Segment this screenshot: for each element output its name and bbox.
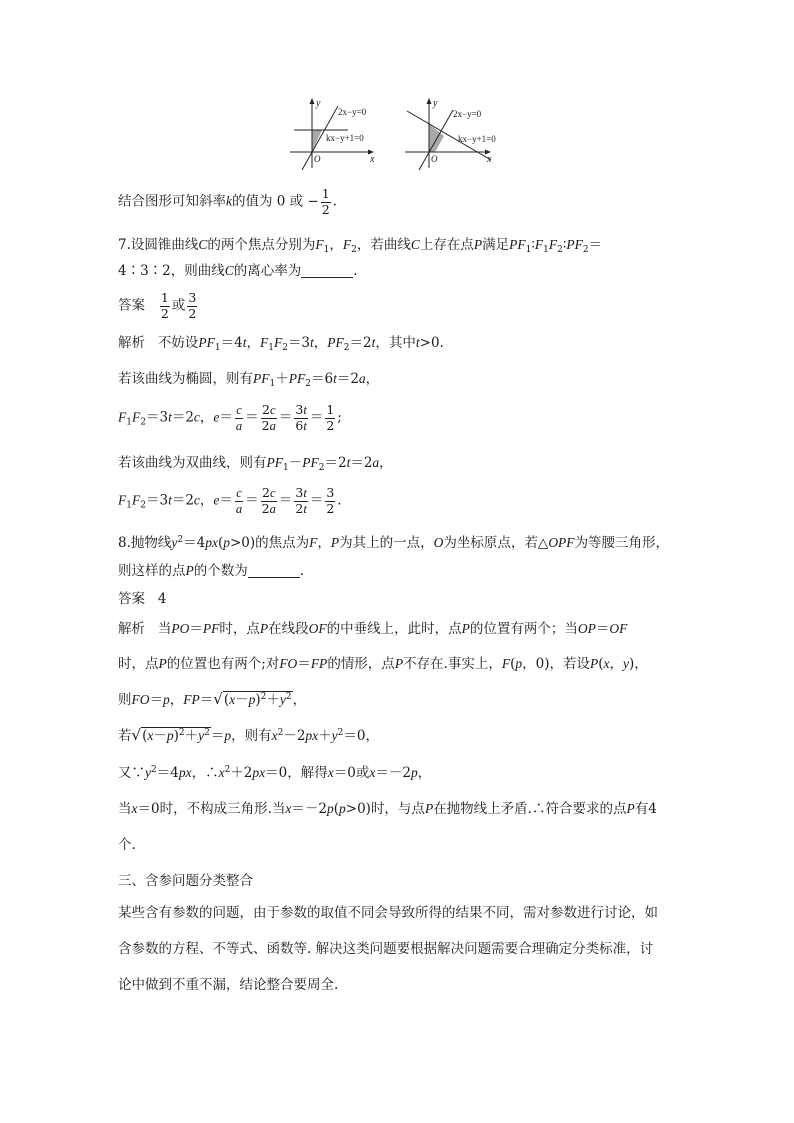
q8-analysis-4: 若$√(x-p)^2+y^2=p$，则有$x^2-2px+y^2=0$， <box>118 726 379 744</box>
label-line1-left: 2x−y=0 <box>338 107 367 117</box>
answer-blank-q8 <box>248 563 300 578</box>
q8-analysis-1: 解析 当PO＝PF时，点P在线段OF的中垂线上，此时，点P的位置有两个；当OP＝OF <box>118 621 628 637</box>
label-y-left: y <box>316 98 321 109</box>
q7-hyperbola-e: $F_1F_2=3t=2c$，e＝ $\frac{c}{a}$ ＝ $\frac{2c}{2a}$ ＝ $\frac{3t}{2t}$ ＝ $\frac{3}{2}$ . <box>118 485 342 516</box>
q8-stem-1: 8.抛物线$y^2=4px(p>0)$的焦点为F，P为其上的一点，O为坐标原点，若△OPF为等腰三角形， <box>118 535 670 551</box>
label-o-left: O <box>314 154 321 164</box>
label-line2-right: kx−y+1=0 <box>458 134 496 144</box>
conclusion-line: 结合图形可知斜率k的值为 0 或 − $\frac{1}{2}$ . <box>118 186 338 217</box>
q8-analysis-5: 又$\because y^2=4px$，$\therefore x^2+2px=0$，解得x＝0或x＝－2p， <box>118 765 432 781</box>
figure-left <box>288 94 388 174</box>
fraction: $\frac{1}{2}$ <box>321 186 330 217</box>
q8-analysis-6: 当x＝0时，不构成三角形.当x＝－2p(p>0)时，与点P在抛物线上矛盾.∴符合要求的点P有4 <box>118 801 657 817</box>
figure-right <box>403 94 513 174</box>
q8-answer: 答案 4 <box>118 591 167 607</box>
q8-stem-2: 则这样的点P的个数为 . <box>118 563 305 579</box>
q8-analysis-7: 个. <box>118 837 136 853</box>
q8-analysis-3: 则FO＝p，$FP=√(x-p)^2+y^2$， <box>118 690 307 708</box>
q8-analysis-2: 时，点P的位置也有两个;对FO＝FP的情形，点P不存在.事实上，F(p，0)，若设P(x，y)， <box>118 656 648 672</box>
q7-hyperbola: 若该曲线为双曲线，则有$PF_1-PF_2=2t=2a$， <box>118 455 393 473</box>
label-y-right: y <box>433 98 438 109</box>
q7-ellipse: 若该曲线为椭圆，则有$PF_1+PF_2=6t=2a$， <box>118 371 380 389</box>
q7-stem-2: 4∶3∶2，则曲线C的离心率为 . <box>118 263 358 279</box>
label-line1-right: 2x−y=0 <box>453 109 482 119</box>
label-line2-left: kx−y+1=0 <box>326 133 364 143</box>
answer-blank <box>301 263 353 278</box>
q7-analysis-1: 解析 不妨设$PF_1=4t$，$F_1F_2=3t$，$PF_2=2t$，其中t>0. <box>118 335 444 353</box>
y-arrow-left <box>310 98 315 104</box>
section-paragraph-1: 某些含有参数的问题，由于参数的取值不同会导致所得的结果不同，需对参数进行讨论，如 <box>118 905 658 921</box>
section-heading: 三、含参问题分类整合 <box>118 873 253 889</box>
label-x-right: x <box>487 154 492 165</box>
label-o-right: O <box>431 154 438 164</box>
section-paragraph-2: 含参数的方程、不等式、函数等. 解决这类问题要根据解决问题需要合理确定分类标准，讨 <box>118 941 654 957</box>
y-arrow-right <box>427 98 432 104</box>
q7-ellipse-e: $F_1F_2=3t=2c$，e＝ $\frac{c}{a}$ ＝ $\frac{2c}{2a}$ ＝ $\frac{3t}{6t}$ ＝ $\frac{1}{2}$ ; <box>118 402 342 433</box>
q7-answer: 答案 $\frac{1}{2}$ 或 $\frac{3}{2}$ <box>118 290 197 321</box>
q7-stem-1: 7.设圆锥曲线C的两个焦点分别为$F_1$，$F_2$，若曲线C上存在点P满足$PF_1∶F_1F_2∶PF_2=$ <box>118 237 603 255</box>
section-paragraph-3: 论中做到不重不漏，结论整合要周全. <box>118 977 339 993</box>
label-x-left: x <box>370 154 375 165</box>
